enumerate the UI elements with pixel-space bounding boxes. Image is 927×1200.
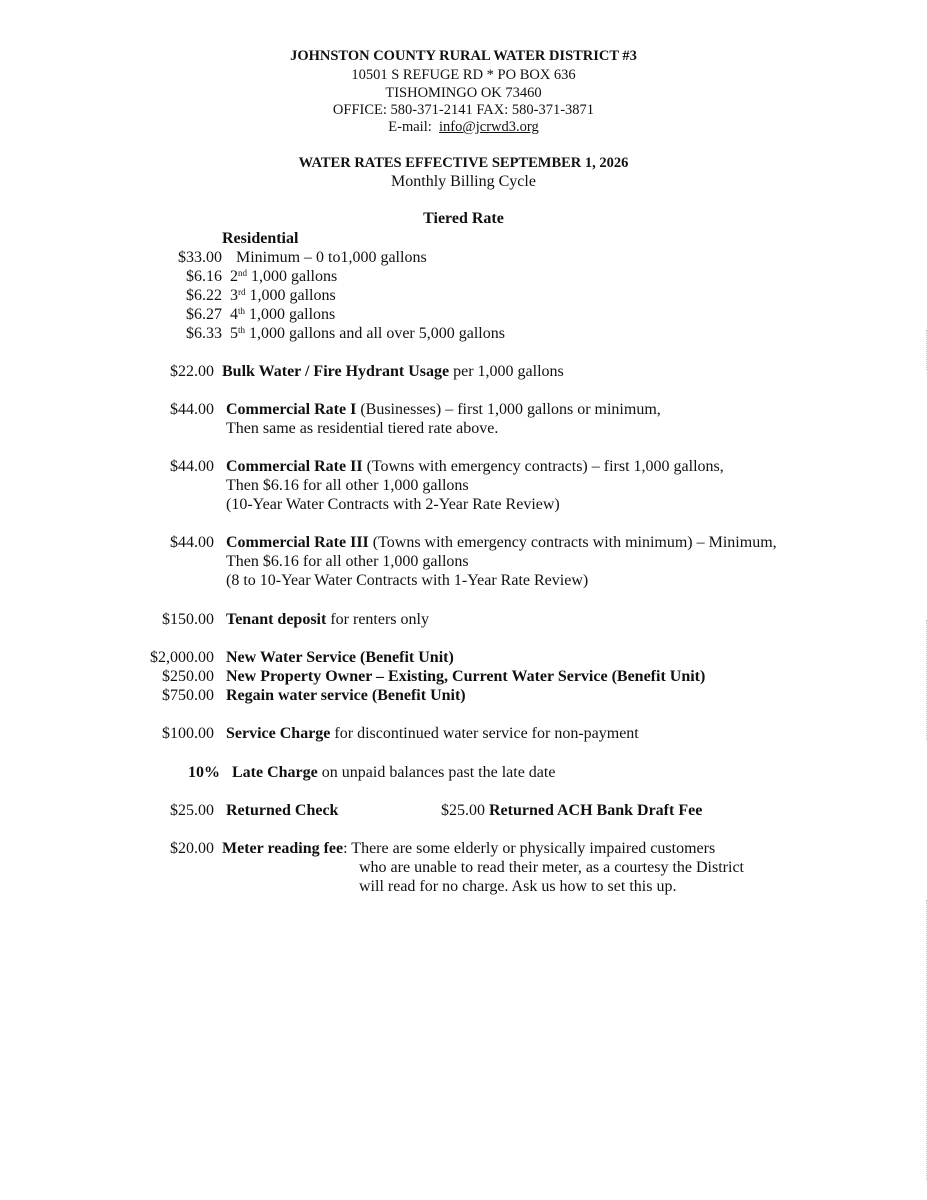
rate-amount: $44.00 [170, 401, 214, 418]
rate-desc: Late Charge on unpaid balances past the late date [232, 764, 556, 781]
rate-desc: Commercial Rate II (Towns with emergency contracts) – first 1,000 gallons, [226, 458, 724, 475]
tier-desc: 4th 1,000 gallons [230, 306, 336, 323]
rate-amount: $44.00 [170, 534, 214, 551]
tier-desc: Minimum – 0 to1,000 gallons [236, 249, 427, 266]
residential-heading: Residential [222, 230, 299, 247]
billing-cycle: Monthly Billing Cycle [391, 173, 536, 190]
rate-amount: $100.00 [162, 725, 214, 742]
tier-desc: 5th 1,000 gallons and all over 5,000 gallons [230, 325, 505, 342]
tier-amount: $33.00 [178, 249, 222, 266]
email-line [0, 118, 927, 137]
rate-desc-line2: Then same as residential tiered rate above. [226, 420, 499, 437]
rate-desc: Bulk Water / Fire Hydrant Usage per 1,000 gallons [222, 363, 564, 380]
rate-amount: $20.00 [170, 840, 214, 857]
tier-amount: $6.27 [186, 306, 222, 323]
rate-desc: Commercial Rate I (Businesses) – first 1,000 gallons or minimum, [226, 401, 661, 418]
rate-desc-line2: Then $6.16 for all other 1,000 gallons [226, 477, 469, 494]
phone-fax: OFFICE: 580-371-2141 FAX: 580-371-3871 [332, 102, 595, 118]
rate-desc: Tenant deposit for renters only [226, 611, 429, 628]
rate-amount: $44.00 [170, 458, 214, 475]
district-name: JOHNSTON COUNTY RURAL WATER DISTRICT #3 [290, 48, 637, 64]
rate-desc-line3: (10-Year Water Contracts with 2-Year Rate Review) [226, 496, 560, 513]
rate-desc: Commercial Rate III (Towns with emergency contracts with minimum) – Minimum, [226, 534, 777, 551]
rate-desc-line3: (8 to 10-Year Water Contracts with 1-Year Rate Review) [226, 572, 589, 589]
rate-amount: $150.00 [162, 611, 214, 628]
rates-title: WATER RATES EFFECTIVE SEPTEMBER 1, 2026 [298, 155, 629, 171]
returned-ach-fee: $25.00 Returned ACH Bank Draft Fee [441, 802, 703, 819]
rate-desc-line2: Then $6.16 for all other 1,000 gallons [226, 553, 469, 570]
tier-desc: 2nd 1,000 gallons [230, 268, 338, 285]
rate-desc-line3: will read for no charge. Ask us how to set this up. [359, 878, 677, 895]
rate-amount: $22.00 [170, 363, 214, 380]
rate-desc: Meter reading fee: There are some elderly or physically impaired customers [222, 840, 716, 857]
rate-amount: $250.00 [162, 668, 214, 685]
rate-desc: Regain water service (Benefit Unit) [226, 687, 466, 704]
tier-amount: $6.22 [186, 287, 222, 304]
rate-desc: New Property Owner – Existing, Current Water Service (Benefit Unit) [226, 668, 706, 685]
returned-check-amount: $25.00 [170, 802, 214, 819]
rate-amount: $750.00 [162, 687, 214, 704]
city-state-zip: TISHOMINGO OK 73460 [385, 85, 542, 101]
rate-amount: $2,000.00 [150, 649, 214, 666]
returned-check-label: Returned Check [226, 802, 339, 819]
tiered-rate-title: Tiered Rate [423, 210, 504, 227]
tier-desc: 3rd 1,000 gallons [230, 287, 336, 304]
rate-amount: 10% [188, 764, 220, 781]
rate-desc: Service Charge for discontinued water service for non-payment [226, 725, 639, 742]
rate-desc: New Water Service (Benefit Unit) [226, 649, 454, 666]
tier-amount: $6.16 [186, 268, 222, 285]
email-label: E-mail: [388, 119, 432, 135]
street-address: 10501 S REFUGE RD * PO BOX 636 [351, 67, 576, 83]
tier-amount: $6.33 [186, 325, 222, 342]
rate-desc-line2: who are unable to read their meter, as a courtesy the District [359, 859, 744, 876]
email-link[interactable]: info@jcrwd3.org [439, 119, 539, 135]
